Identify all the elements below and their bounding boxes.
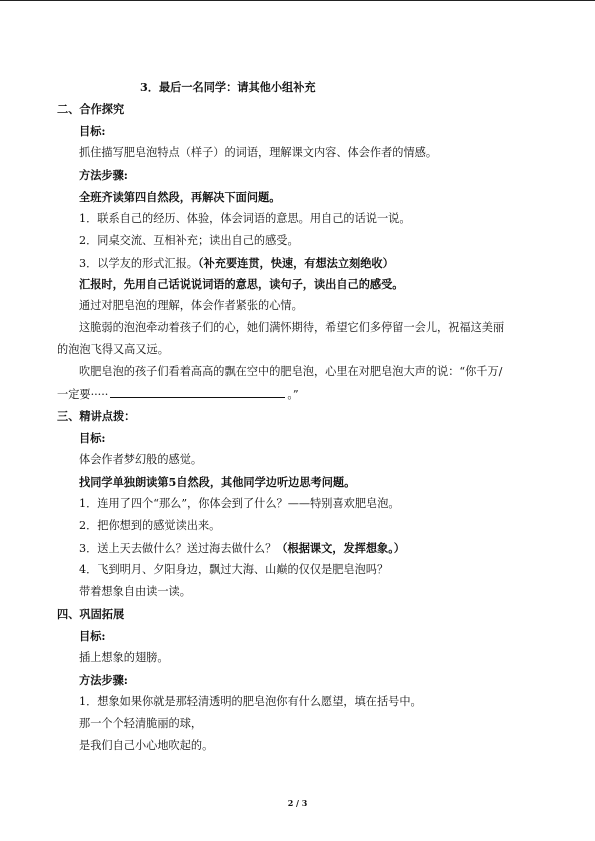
- section4-para1: 那一个个轻清脆丽的球，: [79, 717, 203, 730]
- section2-step3: [79, 256, 394, 271]
- section3-heading: 三、精讲点拨：: [57, 409, 136, 423]
- section4-steps-label: 方法步骤:: [79, 673, 128, 687]
- section2-heading: 二、合作探究: [57, 102, 125, 116]
- section4-step1: 1．想象如果你就是那轻清透明的肥皂泡你有什么愿望，填在括号中。: [79, 695, 422, 708]
- section2-step2: 2．同桌交流、互相补充；读出自己的感受。: [79, 234, 299, 247]
- section2-para3-prefix: 一定要·····: [57, 388, 109, 401]
- section3-task: 找同学单独朗读第5自然段，其他同学边听边思考问题。: [79, 475, 356, 489]
- section2-task: 全班齐读第四自然段，再解决下面问题。: [79, 190, 281, 204]
- section2-para2-line1: 这脆弱的泡泡牵动着孩子们的心，她们满怀期待，希望它们多停留一会儿，祝福这美丽: [79, 321, 505, 334]
- section2-step3-text: 3．以学友的形式汇报。: [79, 257, 198, 270]
- section2-para3-line2: [57, 387, 299, 402]
- section2-goal-label: 目标:: [79, 124, 106, 138]
- section2-step3-note: （补充要连贯，快速，有想法立刻绝收）: [198, 256, 394, 270]
- section3-step2: 2．把你想到的感觉读出来。: [79, 519, 221, 532]
- section3-step3: [79, 541, 405, 556]
- section3-para1: 带着想象自由读一读。: [79, 585, 191, 598]
- section2-step1: 1．联系自己的经历、体验，体会词语的意思。用自己的话说一说。: [79, 212, 411, 225]
- section2-para3-line1: 吹肥皂泡的孩子们看着高高的飘在空中的肥皂泡，心里在对肥皂泡大声的说：“你千万/: [79, 365, 503, 378]
- section4-goal-label: 目标:: [79, 629, 106, 643]
- section4-goal-text: 插上想象的翅膀。: [79, 651, 169, 664]
- section2-report: 汇报时，先用自己话说说词语的意思，读句子，读出自己的感受。: [79, 277, 404, 291]
- section4-heading: 四、巩固拓展: [57, 607, 125, 621]
- section3-step3-note: （根据课文，发挥想象。）: [276, 541, 405, 555]
- section3-step1: 1．连用了四个“那么”，你体会到了什么？——特别喜欢肥皂泡。: [79, 497, 400, 510]
- section2-para3-suffix: 。”: [287, 388, 299, 401]
- section3-goal-label: 目标:: [79, 431, 106, 445]
- section3-step4: 4．飞到明月、夕阳身边，飘过大海、山巅的仅仅是肥皂泡吗？: [79, 563, 389, 576]
- section1-item3: 3．最后一名同学：请其他小组补充: [140, 80, 316, 94]
- section4-para2: 是我们自己小心地吹起的。: [79, 739, 214, 752]
- section3-step3-text: 3．送上天去做什么？送过海去做什么？: [79, 542, 277, 555]
- section2-para2-line2: 的泡泡飞得又高又远。: [57, 343, 169, 356]
- section2-para1: 通过对肥皂泡的理解，体会作者紧张的心情。: [79, 299, 303, 312]
- section2-goal-text: 抓住描写肥皂泡特点（样子）的词语，理解课文内容、体会作者的情感。: [79, 146, 438, 159]
- section3-goal-text: 体会作者梦幻般的感觉。: [79, 453, 203, 466]
- page-number: 2 / 3: [287, 798, 308, 808]
- section2-steps-label: 方法步骤:: [79, 168, 128, 182]
- fill-in-blank: [110, 387, 285, 398]
